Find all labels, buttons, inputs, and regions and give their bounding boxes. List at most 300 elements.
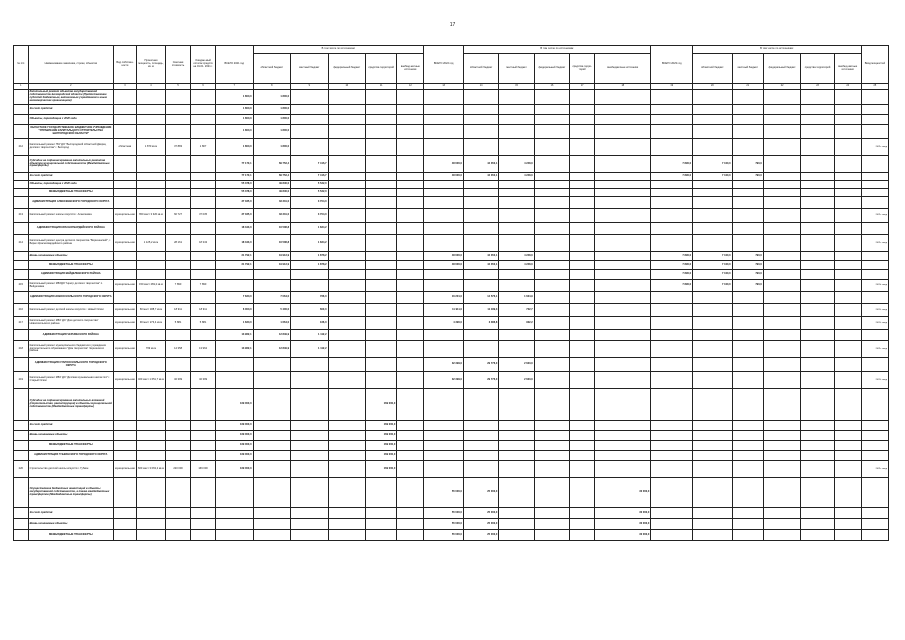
table-cell [166,451,191,461]
table-cell [570,181,595,189]
table-cell: 2023г. ввод [861,280,888,292]
table-cell: 7 100,0 [693,261,733,270]
table-cell: Объекты, переходящие с 2020 года [28,181,113,189]
table-cell [463,270,498,280]
table-cell [801,189,834,197]
table-cell [834,451,861,461]
table-cell: Капитальный ремонт МБУДО "Центр детского творчества" п. Вейделевка [28,280,113,292]
table-cell: 1 830,0 [216,317,254,330]
table-cell [499,90,534,105]
column-index-cell: 4 [136,84,165,90]
table-cell [651,209,693,223]
table-cell [499,280,534,292]
table-cell [397,173,424,181]
table-cell [328,292,366,304]
table-cell: 44 352,1 [463,173,498,181]
table-cell [534,209,569,223]
table-cell: 169 000,0 [216,431,254,441]
table-cell: муниципаль-ная [113,235,136,252]
table-cell [14,105,29,115]
table-cell [861,115,888,125]
table-cell [328,115,366,125]
table-cell: 37 883 [166,139,191,156]
table-cell [801,461,834,478]
table-cell [14,389,29,421]
table-cell [595,421,651,431]
table-cell [861,330,888,341]
table-cell [763,189,801,197]
table-cell [191,530,216,541]
table-cell [463,431,498,441]
table-cell [291,389,329,421]
table-cell: 1 878,2 [291,252,329,261]
table-cell [595,115,651,125]
table-cell [834,519,861,530]
table-cell: 55 000,0 [424,508,464,519]
table-cell [136,270,165,280]
table-cell [763,441,801,451]
table-cell [570,156,595,173]
table-cell [570,519,595,530]
table-cell [113,173,136,181]
table-cell: 1 800,0 [253,125,291,139]
table-cell [834,508,861,519]
table-cell [424,441,464,451]
table-cell [534,441,569,451]
table-cell: 5 400,0 [253,304,291,317]
table-cell: 16 508,8 [253,235,291,252]
table-cell: 1 800,0 [253,139,291,156]
table-cell [693,181,733,189]
table-cell [763,173,801,181]
table-cell [328,508,366,519]
table-cell [861,431,888,441]
table-cell [191,189,216,197]
table-cell: 4 290,0 [424,317,464,330]
table-cell [570,451,595,461]
table-cell [801,156,834,173]
table-cell: Капитальный ремонт детской школы искусств г. Новый Оскол [28,304,113,317]
table-cell [253,508,291,519]
table-cell [463,181,498,189]
table-cell [801,389,834,421]
table-cell [14,181,29,189]
table-cell [595,139,651,156]
table-cell [463,389,498,421]
table-cell [328,441,366,451]
table-cell [763,280,801,292]
table-cell: 7 890 [191,280,216,292]
table-cell: 7 416,7 [291,156,329,173]
table-cell [570,261,595,270]
table-cell [253,280,291,292]
table-cell [763,451,801,461]
table-cell [693,530,733,541]
table-cell [534,125,569,139]
table-cell [191,358,216,372]
table-cell [595,372,651,389]
table-cell: 214 [14,235,29,252]
table-cell [136,478,165,508]
table-row [14,421,889,431]
table-cell [14,90,29,105]
table-cell: АДМИНИСТРАЦИЯ АЛЕКСЕЕВСКОГО ГОРОДСКОГО ОКРУГА [28,197,113,209]
table-cell: 55 000,0 [424,519,464,530]
table-cell [14,197,29,209]
table-cell [732,105,763,115]
table-cell: 7 100,0 [693,270,733,280]
table-cell [801,280,834,292]
table-cell: муниципаль-ная [113,317,136,330]
table-cell [570,189,595,197]
table-cell: 13 962 [191,341,216,358]
table-body [14,90,889,541]
column-index-cell: 6 [191,84,216,90]
table-cell [570,125,595,139]
col-header: областной бюджет [463,54,498,84]
table-cell [763,156,801,173]
col-header: местный бюджет [291,54,329,84]
table-cell [693,223,733,235]
table-cell: 766,0 [291,292,329,304]
table-cell [801,421,834,431]
table-cell [861,105,888,115]
table-cell [14,115,29,125]
table-cell [191,330,216,341]
table-row [14,389,889,421]
table-cell [834,280,861,292]
table-cell: 25 000,0 [463,530,498,541]
table-cell [424,189,464,197]
table-cell: Объекты, переходящие с 2020 года [28,115,113,125]
table-cell [595,125,651,139]
table-cell [763,125,801,139]
table-cell [366,90,397,105]
table-cell [136,530,165,541]
table-cell [424,421,464,431]
table-row [14,280,889,292]
table-cell [136,125,165,139]
table-cell [651,125,693,139]
table-cell [424,209,464,223]
table-cell [136,389,165,421]
table-cell [328,530,366,541]
table-cell [499,181,534,189]
table-cell [732,330,763,341]
table-cell: МЕЖБЮДЖЕТНЫЕ ТРАНСФЕРТЫ [28,441,113,451]
column-index-cell: 11 [366,84,397,90]
table-cell: 18 343,0 [216,223,254,235]
table-cell [424,235,464,252]
table-cell: 1 624,9 [499,292,534,304]
table-cell [113,441,136,451]
table-cell [861,530,888,541]
table-cell [14,478,29,508]
table-cell [534,105,569,115]
table-cell [801,431,834,441]
table-cell: 7 064,0 [253,292,291,304]
table-cell: 7 416,7 [291,173,329,181]
table-cell [166,431,191,441]
table-cell [166,125,191,139]
table-cell [499,139,534,156]
table-cell [693,330,733,341]
table-cell [595,304,651,317]
table-cell [651,90,693,105]
col-header: внебюд-жетные источники [834,54,861,84]
table-cell [166,189,191,197]
table-cell [801,451,834,461]
table-cell [534,461,569,478]
table-cell [166,292,191,304]
table-cell: АДМИНИСТРАЦИЯ НОВООСКОЛЬСКОГО ГОРОДСКОГО ОКРУГА [28,292,113,304]
table-cell [534,451,569,461]
table-cell [113,261,136,270]
table-cell [801,235,834,252]
table-cell: 32 399,0 [424,372,464,389]
table-cell [113,189,136,197]
table-cell [424,451,464,461]
table-cell [861,358,888,372]
table-cell [424,139,464,156]
table-cell [424,181,464,189]
table-cell [651,451,693,461]
table-cell [499,461,534,478]
table-cell [732,235,763,252]
table-cell [499,209,534,223]
table-cell [113,125,136,139]
table-cell [191,197,216,209]
table-cell: 216 [14,304,29,317]
column-index-cell: 14 [463,84,498,90]
table-cell: 33 331,0 [253,209,291,223]
table-cell [166,197,191,209]
table-cell [499,441,534,451]
table-cell [366,125,397,139]
table-cell [534,223,569,235]
col-header: федеральный бюджет [534,54,569,84]
table-cell [834,235,861,252]
table-cell [216,372,254,389]
table-cell [693,431,733,441]
table-cell: 790,0 [732,156,763,173]
table-cell [732,530,763,541]
table-cell [113,105,136,115]
table-cell: 48 600,0 [424,261,464,270]
table-cell [397,451,424,461]
table-cell [328,209,366,223]
table-cell: За счет средств: [28,173,113,181]
column-index-cell: 8 [253,84,291,90]
table-cell [166,441,191,451]
table-cell: 55 000,0 [424,530,464,541]
table-cell [801,261,834,270]
table-cell: 5 881 [166,317,191,330]
table-cell [191,451,216,461]
table-cell [424,90,464,105]
table-cell [595,270,651,280]
table-cell [463,189,498,197]
table-cell [424,270,464,280]
table-cell [534,519,569,530]
table-cell: муниципаль-ная [113,280,136,292]
table-cell [732,478,763,508]
table-cell [291,478,329,508]
table-cell [732,197,763,209]
table-cell: 1 800,0 [216,115,254,125]
table-cell [499,389,534,421]
table-cell [291,270,329,280]
table-cell: 11 189,3 [463,304,498,317]
table-cell [570,530,595,541]
table-cell [534,478,569,508]
table-cell [136,421,165,431]
table-cell [463,235,498,252]
table-cell: 77 170,1 [216,156,254,173]
table-cell [499,270,534,280]
table-cell: 7 890,0 [651,270,693,280]
table-cell [534,389,569,421]
table-cell [291,115,329,125]
table-row [14,235,889,252]
table-cell: АДМИНИСТРАЦИЯ СТАРООСКОЛЬСКОГО ГОРОДСКОГО ОКРУГА [28,358,113,372]
table-cell [861,173,888,181]
table-cell [534,358,569,372]
table-cell [113,292,136,304]
table-cell [191,125,216,139]
table-cell: 219 [14,372,29,389]
table-cell [834,90,861,105]
table-cell [861,189,888,197]
table-cell: 2021г. ввод [861,235,888,252]
table-cell: 790,0 [732,270,763,280]
table-cell [253,270,291,280]
table-cell [397,441,424,451]
table-cell [834,105,861,115]
table-cell [763,508,801,519]
table-cell: 12 849,9 [253,330,291,341]
table-cell [693,421,733,431]
table-cell [14,421,29,431]
table-cell [366,252,397,261]
table-cell: 600 мест 3 063,2 кв.м [136,461,165,478]
table-row [14,519,889,530]
table-cell: 12 849,9 [253,341,291,358]
table-cell [397,304,424,317]
table-cell [595,317,651,330]
table-cell [191,181,216,189]
table-cell [732,223,763,235]
table-cell [732,292,763,304]
table-cell [693,372,733,389]
table-cell [366,261,397,270]
table-cell: 722,7 [499,304,534,317]
table-cell: 90 мест 273,4 кв.м [136,317,165,330]
table-cell [253,372,291,389]
table-cell [801,125,834,139]
table-cell [834,261,861,270]
table-cell [136,197,165,209]
table-cell [14,451,29,461]
table-cell [328,451,366,461]
table-cell [861,292,888,304]
table-cell [693,209,733,223]
table-cell [534,280,569,292]
table-cell [861,421,888,431]
table-cell [113,252,136,261]
table-cell [801,252,834,261]
table-cell [113,389,136,421]
table-cell: 790,0 [732,261,763,270]
table-cell [763,519,801,530]
table-cell [732,139,763,156]
table-cell [136,508,165,519]
table-cell: 2021г. ввод [861,341,888,358]
table-cell [166,156,191,173]
table-cell: Осуществление бюджетных инвестиций в объекты государственной собственности, а также межбюджетных трансфертов (Межбюджетные трансферты) [28,478,113,508]
table-cell: АДМИНИСТРАЦИЯ ЧЕРНЯНСКОГО РАЙОНА [28,330,113,341]
table-cell [732,421,763,431]
table-cell [763,317,801,330]
table-cell [366,330,397,341]
table-cell: 49 846,0 [253,189,291,197]
table-row [14,317,889,330]
table-cell [651,197,693,209]
table-cell [253,461,291,478]
table-cell [763,478,801,508]
table-cell [366,115,397,125]
column-index-cell: 25 [861,84,888,90]
table-cell [570,173,595,181]
table-cell [328,372,366,389]
table-cell [463,209,498,223]
table-cell: 21 792,1 [216,252,254,261]
table-cell [397,389,424,421]
table-cell [166,115,191,125]
table-cell [570,304,595,317]
table-cell [397,317,424,330]
investment-table [13,45,889,541]
table-cell [113,181,136,189]
table-cell [861,156,888,173]
table-cell [595,181,651,189]
table-cell [291,90,329,105]
table-cell [861,90,888,105]
table-cell [191,270,216,280]
table-cell [253,431,291,441]
table-cell: 30 000,0 [595,508,651,519]
table-cell [253,519,291,530]
table-cell [693,90,733,105]
table-row [14,209,889,223]
table-row [14,431,889,441]
table-cell [191,441,216,451]
table-cell [834,270,861,280]
table-cell [397,197,424,209]
table-cell: 1 800,0 [253,115,291,125]
table-cell [397,478,424,508]
table-cell [328,139,366,156]
table-cell [397,270,424,280]
table-cell: 1 800,0 [253,105,291,115]
col-header: средства терри-торий [570,54,595,84]
table-cell [834,372,861,389]
table-cell [732,115,763,125]
table-cell [861,197,888,209]
table-cell [570,358,595,372]
table-cell [113,358,136,372]
table-cell [801,519,834,530]
